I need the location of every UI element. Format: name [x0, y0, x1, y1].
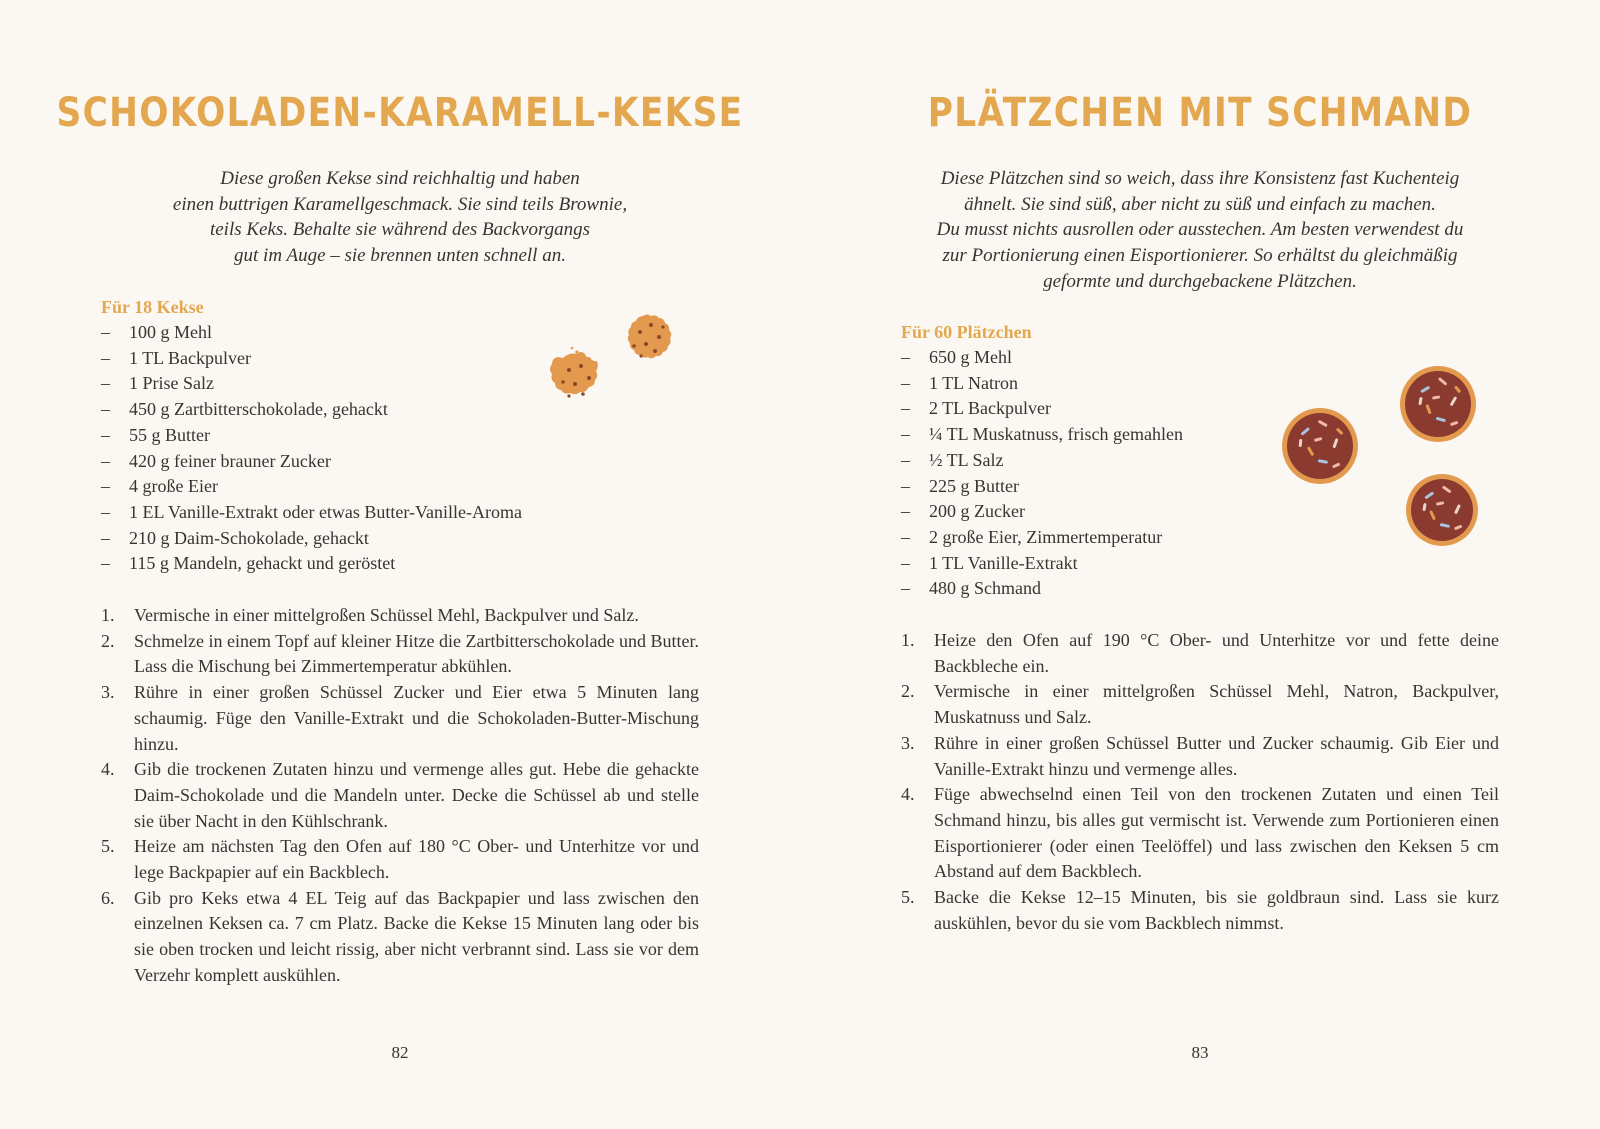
step-item [901, 679, 1499, 730]
step-number: 2. [901, 681, 915, 702]
ingredient-item: – 1 TL Vanille-Extrakt [901, 551, 1183, 577]
ingredient-item: – ¼ TL Muskatnuss, frisch gemahlen [901, 422, 1183, 448]
ingredient-item: – 2 große Eier, Zimmertemperatur [901, 525, 1183, 551]
intro-line: einen buttrigen Karamellgeschmack. Sie sind teils Brownie, [172, 193, 628, 215]
step-item [101, 680, 699, 757]
ingredient-item: – 420 g feiner brauner Zucker [101, 449, 522, 475]
cookie-icon [628, 315, 672, 359]
ingredient-item: – 450 g Zartbitterschokolade, gehackt [101, 397, 522, 423]
right-page [800, 0, 1600, 1129]
step-item [101, 886, 699, 989]
recipe-intro [120, 166, 680, 269]
step-number: 4. [101, 759, 115, 780]
step-number: 1. [101, 605, 115, 625]
intro-line: teils Keks. Behalte sie während des Backvorgangs [209, 219, 591, 241]
step-item [101, 603, 699, 629]
ingredient-list [101, 320, 522, 577]
step-text: Backe die Kekse 12–15 Minuten, bis sie goldbraun sind. Lass sie kurz auskühlen, bevor du sie vom Backblech nimmst. [934, 887, 1499, 933]
step-list [101, 603, 699, 989]
ingredient-list [901, 345, 1183, 602]
step-number: 3. [101, 682, 115, 703]
step-number: 6. [101, 887, 115, 908]
step-text: Vermische in einer mittelgroßen Schüssel Mehl, Backpulver und Salz. [134, 605, 639, 625]
recipe-title: PLÄTZCHEN MIT SCHMAND [927, 90, 1473, 136]
step-number: 4. [901, 784, 915, 805]
step-item [901, 731, 1499, 782]
cookie-illustration [545, 310, 685, 420]
step-item [101, 629, 699, 680]
ingredient-item: – 55 g Butter [101, 423, 522, 449]
step-item [901, 885, 1499, 936]
step-item [901, 628, 1499, 679]
step-item [901, 782, 1499, 885]
step-text: Füge abwechselnd einen Teil von den trockenen Zutaten und einen Teil Schmand hinzu, bis alles gut vermischt ist. Verwende zum Portionieren einen Eisportionierer (oder einen Teelöffel) und lass zwischen den Keksen 5 cm Abstand auf dem Backblech. [934, 784, 1499, 882]
ingredient-item: – 4 große Eier [101, 474, 522, 500]
ingredient-item: – 225 g Butter [901, 474, 1183, 500]
sprinkle-cookie-icon [1406, 474, 1478, 546]
step-text: Vermische in einer mittelgroßen Schüssel Mehl, Natron, Backpulver, Muskatnuss und Salz. [934, 681, 1499, 728]
step-number: 5. [901, 887, 915, 908]
step-text: Heize den Ofen auf 190 °C Ober- und Unterhitze vor und fette deine Backbleche ein. [934, 630, 1499, 676]
ingredient-item: – 1 Prise Salz [101, 371, 522, 397]
ingredient-item: – 1 TL Natron [901, 371, 1183, 397]
page-number: 83 [1191, 1043, 1209, 1062]
step-item [101, 834, 699, 885]
step-item [101, 757, 699, 834]
intro-line: Diese großen Kekse sind reichhaltig und haben [220, 168, 580, 189]
step-number: 1. [901, 630, 915, 650]
ingredient-item: – 115 g Mandeln, gehackt und geröstet [101, 551, 522, 577]
ingredient-item: – 2 TL Backpulver [901, 396, 1183, 422]
page-number: 82 [391, 1043, 409, 1062]
intro-line: Du musst nichts ausrollen oder ausstechen. Am besten verwendest du [936, 219, 1464, 241]
step-number: 5. [101, 836, 115, 857]
recipe-yield: Für 18 Kekse [101, 297, 204, 317]
step-text: Gib pro Keks etwa 4 EL Teig auf das Backpapier und lass zwischen den einzelnen Keksen ca. 7 cm Platz. Backe die Kekse 15 Minuten lang oder bis sie oben trocken und leicht rissig, aber nicht verbrannt sind. Lass sie vor dem Verzehr komplett auskühlen. [134, 887, 699, 985]
step-number: 3. [901, 732, 915, 753]
ingredient-item: – 210 g Daim-Schokolade, gehackt [101, 526, 522, 552]
recipe-title: SCHOKOLADEN-KARAMELL-KEKSE [56, 90, 744, 136]
recipe-intro [880, 166, 1520, 295]
ingredient-item: – ½ TL Salz [901, 448, 1183, 474]
intro-line: gut im Auge – sie brennen unten schnell an. [234, 245, 566, 267]
step-number: 2. [101, 630, 115, 651]
step-text: Rühre in einer großen Schüssel Butter und Zucker schaumig. Gib Eier und Vanille-Extrakt hinzu und vermenge alles. [934, 732, 1499, 779]
ingredient-item: – 1 TL Backpulver [101, 346, 522, 372]
step-text: Schmelze in einem Topf auf kleiner Hitze die Zartbitterschokolade und Butter. Lass die Mischung bei Zimmertemperatur abkühlen. [134, 630, 699, 677]
sprinkle-cookie-icon [1400, 366, 1476, 442]
intro-line: ähnelt. Sie sind süß, aber nicht zu süß und einfach zu machen. [964, 193, 1436, 215]
step-text: Gib die trockenen Zutaten hinzu und vermenge alles gut. Hebe die gehackte Daim-Schokolade und die Mandeln unter. Decke die Schüssel ab und stelle sie über Nacht in den Kühlschrank. [134, 759, 699, 831]
step-text: Heize am nächsten Tag den Ofen auf 180 °C Ober- und Unterhitze vor und lege Backpapier auf ein Backblech. [134, 836, 699, 883]
step-text: Rühre in einer großen Schüssel Zucker und Eier etwa 5 Minuten lang schaumig. Füge den Vanille-Extrakt und die Schokoladen-Butter-Mischung hinzu. [134, 682, 699, 754]
sprinkle-cookie-icon [1282, 408, 1358, 484]
intro-line: geformte und durchgebackene Plätzchen. [1043, 270, 1357, 292]
intro-line: zur Portionierung einen Eisportionierer. So erhältst du gleichmäßig [942, 245, 1458, 267]
bitten-cookie-icon [550, 347, 598, 398]
sprinkle-cookie-illustration [1270, 360, 1490, 550]
ingredient-item: – 1 EL Vanille-Extrakt oder etwas Butter-Vanille-Aroma [101, 500, 522, 526]
ingredient-item: – 480 g Schmand [901, 576, 1183, 602]
ingredient-item: – 200 g Zucker [901, 499, 1183, 525]
step-list [901, 628, 1499, 936]
ingredient-item: – 650 g Mehl [901, 345, 1183, 371]
ingredient-item: – 100 g Mehl [101, 320, 522, 346]
intro-line: Diese Plätzchen sind so weich, dass ihre Konsistenz fast Kuchenteig [940, 168, 1460, 189]
recipe-yield: Für 60 Plätzchen [901, 322, 1032, 342]
